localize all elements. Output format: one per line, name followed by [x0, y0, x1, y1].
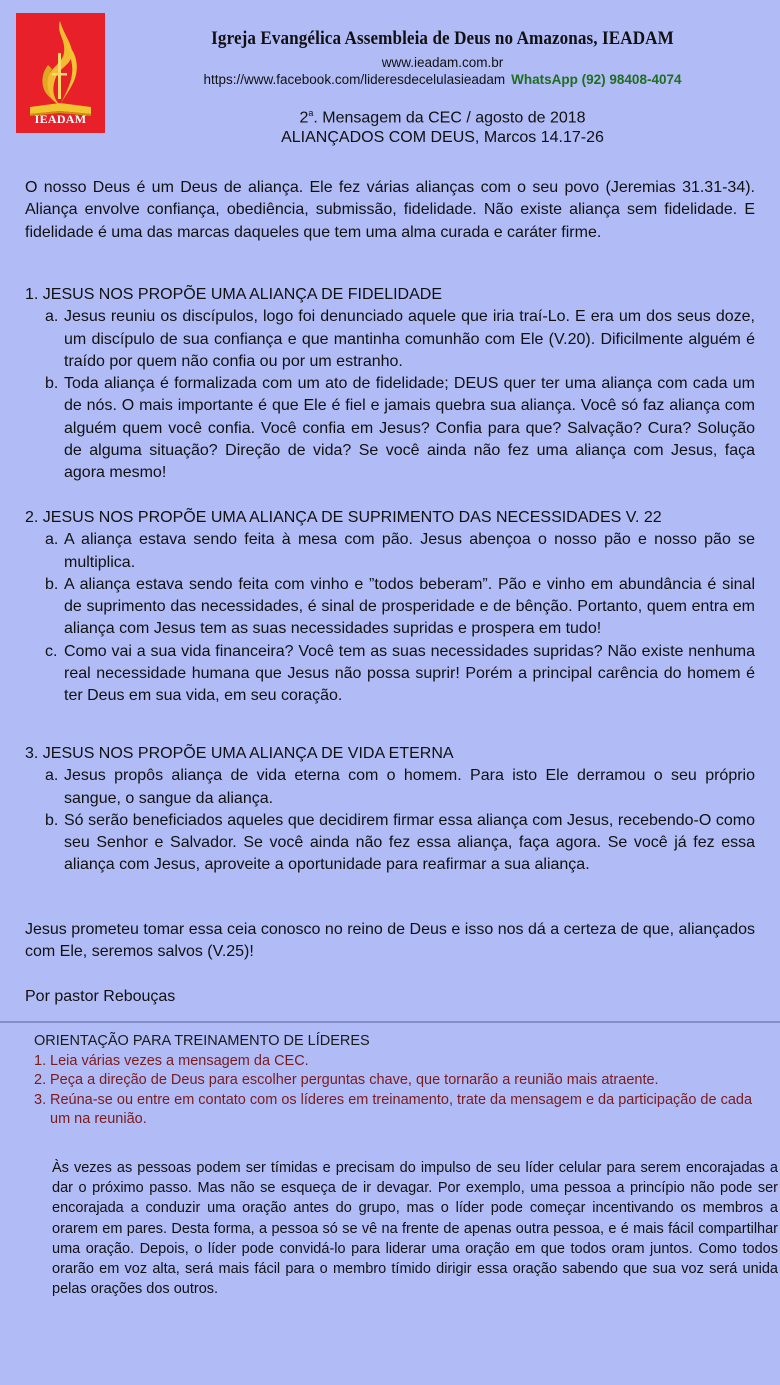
- facebook-link[interactable]: https://www.facebook.com/lideresdecelulasieadam: [203, 72, 506, 87]
- closing-paragraph: Jesus prometeu tomar essa ceia conosco no reino de Deus e isso nos dá a certeza de que, aliançados com Ele, seremos salvos (V.25)!: [25, 921, 755, 961]
- intro-paragraph: O nosso Deus é um Deus de aliança. Ele fez várias alianças com o seu povo (Jeremias 31.31-34). Aliança envolve confiança, obediência, submissão, fidelidade. Não existe aliança sem fidelidade. E fidelidade é uma das marcas daqueles que tem uma alma curada e caráter firme.: [25, 179, 755, 241]
- website-link[interactable]: www.ieadam.com.br: [381, 55, 504, 70]
- page-title: ALIANÇADOS COM DEUS, Marcos 14.17-26: [281, 129, 604, 146]
- item-text: Jesus reuniu os discípulos, logo foi denunciado aquele que iria traí-Lo. E era um dos seus doze, um discípulo de sua confiança e que mantinha comunhão com Ele (V.20). Dificilmente alguém é traído por quem não confia ou por um estranho.: [64, 308, 755, 370]
- list-item: [45, 529, 755, 574]
- item-label: a.: [45, 308, 59, 326]
- section-3: [25, 743, 755, 877]
- section-1: [25, 284, 755, 485]
- ieadam-logo: [16, 13, 105, 133]
- whatsapp-contact[interactable]: WhatsApp (92) 98408-4074: [511, 72, 682, 87]
- item-text: Como vai a sua vida financeira? Você tem as suas necessidades supridas? Não existe nenhuma real necessidade humana que Jesus não possa suprir! Porém a principal carência do homem é ter Deus em sua vida, em seu coração.: [64, 642, 755, 705]
- advice-paragraph: Às vezes as pessoas podem ser tímidas e precisam do impulso de seu líder celular para serem encorajadas a dar o próximo passo. Mas não se esqueça de ir devagar. Por exemplo, uma pessoa a princípio não pode ser encorajada a conduzir uma oração antes do grupo, mas o líder pode começar incentivando os membros a orarem em pares. Desta forma, a pessoa só se vê na frente de apenas outra pessoa, e é mais fácil compartilhar uma oração. Depois, o líder pode convidá-lo para liderar uma oração em que todos oram juntos. Como todos orarão em voz alta, será mais fácil para o membro tímido dirigir essa oração sabendo que sua voz será unida pelas orações dos outros.: [52, 1160, 778, 1298]
- item-label: b.: [45, 375, 59, 393]
- item-label: a.: [45, 767, 59, 785]
- item-text: Reúna-se ou entre em contato com os líderes em treinamento, trate da mensagem e da participação de cada um na reunião.: [50, 1091, 753, 1128]
- item-label: 2.: [34, 1072, 47, 1089]
- guide-title: ORIENTAÇÃO PARA TREINAMENTO DE LÍDERES: [34, 1033, 370, 1049]
- item-text: Leia várias vezes a mensagem da CEC.: [50, 1052, 309, 1069]
- item-label: b.: [45, 811, 59, 829]
- list-item: [45, 306, 755, 373]
- guide-item: [34, 1091, 769, 1130]
- logo-text: IEADAM: [34, 112, 87, 126]
- leader-training-guide: [34, 1032, 769, 1130]
- list-item: [45, 373, 755, 484]
- item-text: Só serão beneficiados aqueles que decidirem firmar essa aliança com Jesus, recebendo-O como seu Senhor e Salvador. Se você ainda não fez essa aliança, faça agora. Se você já fez essa aliança com Jesus, aproveite a oportunidade para reafirmar a sua aliança.: [64, 811, 755, 874]
- section-title: 1. JESUS NOS PROPÕE UMA ALIANÇA DE FIDELIDADE: [25, 286, 443, 303]
- list-item: [45, 641, 755, 708]
- item-label: b.: [45, 575, 59, 593]
- item-text: A aliança estava sendo feita à mesa com pão. Jesus abençoa o nosso pão e nosso pão se multiplica.: [64, 531, 755, 571]
- item-text: Jesus propôs aliança de vida eterna com o homem. Para isto Ele derramou o seu próprio sangue, o sangue da aliança.: [64, 767, 755, 807]
- item-text: A aliança estava sendo feita com vinho e ”todos beberam”. Pão e vinho em abundância é sinal de suprimento das necessidades, é sinal de prosperidade e de bênção. Portanto, quem entra em aliança com Jesus tem as suas necessidades supridas e prospera em tudo!: [64, 575, 755, 638]
- list-item: [45, 574, 755, 641]
- item-text: Toda aliança é formalizada com um ato de fidelidade; DEUS quer ter uma aliança com cada um de nós. O mais importante é que Ele é fiel e jamais quebra sua aliança. Você só faz aliança com alguém quem você confia. Você confia em Jesus? Confia para que? Salvação? Cura? Solução de alguma situação? Direção de vida? Se você ainda não fez uma aliança com Jesus, faça agora mesmo!: [64, 375, 755, 482]
- item-text: Peça a direção de Deus para escolher perguntas chave, que tornarão a reunião mais atraente.: [50, 1072, 659, 1089]
- author-credit: Por pastor Rebouças: [25, 988, 176, 1005]
- item-label: a.: [45, 531, 59, 549]
- message-number: 2: [299, 109, 309, 127]
- list-item: [45, 765, 755, 810]
- item-label: c.: [45, 642, 58, 660]
- section-title: 2. JESUS NOS PROPÕE UMA ALIANÇA DE SUPRIMENTO DAS NECESSIDADES V. 22: [25, 509, 662, 526]
- contact-line: [105, 72, 780, 87]
- item-label: 3.: [34, 1091, 47, 1108]
- section-2: [25, 507, 755, 708]
- message-line: . Mensagem da CEC / agosto de 2018: [313, 109, 586, 127]
- list-item: [45, 810, 755, 877]
- org-name: Igreja Evangélica Assembleia de Deus no Amazonas, IEADAM: [211, 28, 674, 49]
- section-divider: [0, 1021, 780, 1023]
- section-title: 3. JESUS NOS PROPÕE UMA ALIANÇA DE VIDA ETERNA: [25, 745, 454, 762]
- item-label: 1.: [34, 1052, 47, 1069]
- message-info: [105, 108, 780, 127]
- ordinal-mark: a: [308, 108, 314, 118]
- guide-item: [34, 1052, 769, 1072]
- guide-item: [34, 1071, 769, 1091]
